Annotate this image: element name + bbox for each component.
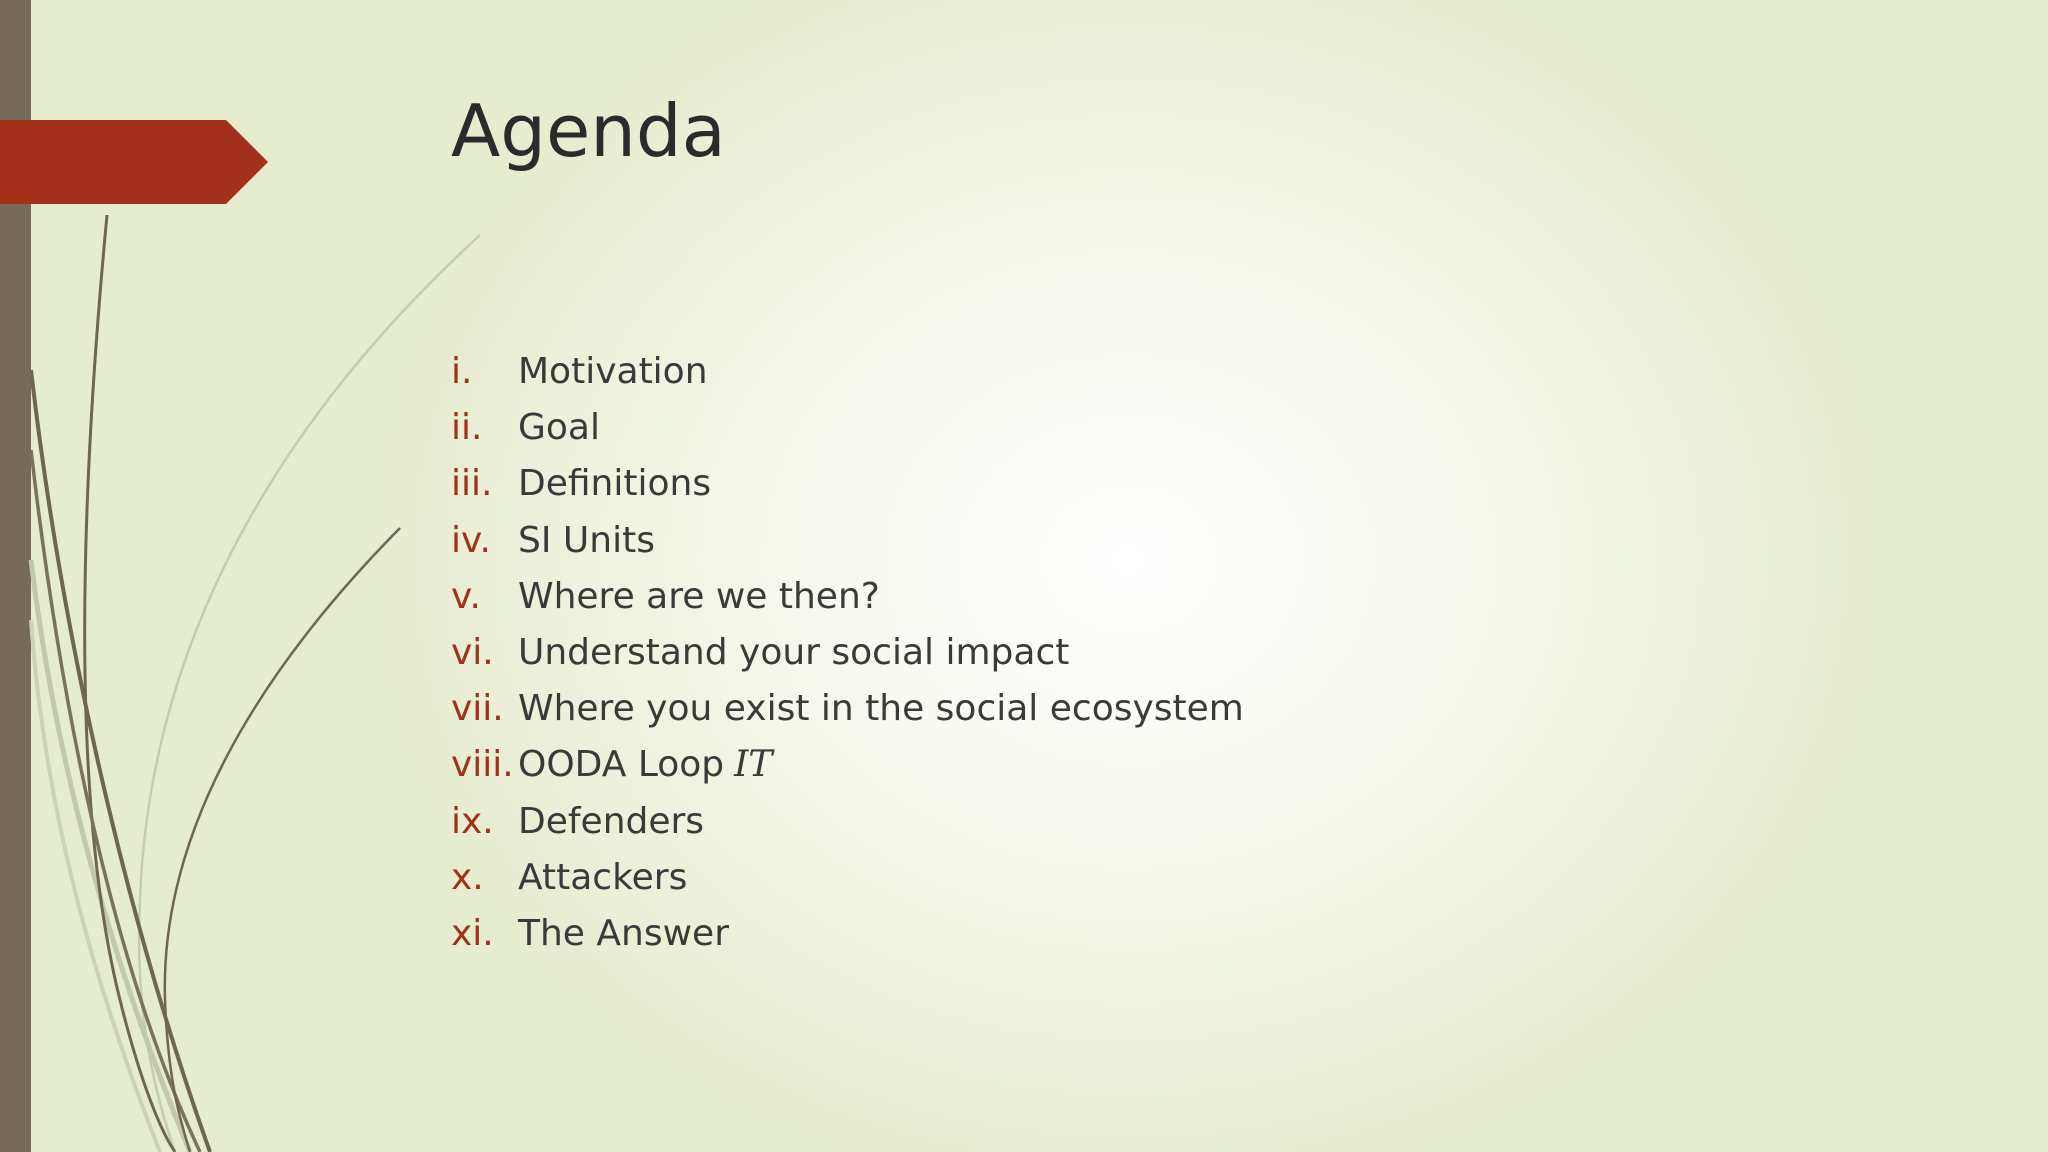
agenda-item-text: Understand your social impact [518, 631, 1070, 673]
agenda-item [451, 572, 1244, 628]
agenda-list [451, 347, 1244, 965]
agenda-item-numeral: xi. [451, 912, 494, 954]
agenda-item-numeral: vi. [451, 631, 494, 673]
agenda-item [451, 628, 1244, 684]
agenda-item-text: Where are we then? [518, 575, 880, 617]
agenda-item-numeral: iii. [451, 463, 493, 505]
agenda-item-text: SI Units [518, 519, 655, 561]
agenda-item-numeral: v. [451, 575, 481, 617]
agenda-item-text: The Answer [518, 912, 729, 954]
agenda-item-text: Definitions [518, 463, 712, 505]
agenda-item-text: Where you exist in the social ecosystem [518, 688, 1244, 730]
agenda-item [451, 403, 1244, 459]
agenda-item-numeral: iv. [451, 519, 491, 561]
agenda-item [451, 684, 1244, 740]
agenda-item [451, 740, 1244, 796]
agenda-item-emphasis: IT [734, 744, 773, 786]
agenda-item-text: Attackers [518, 856, 688, 898]
agenda-item-numeral: ii. [451, 407, 483, 449]
agenda-item-numeral: i. [451, 351, 473, 392]
agenda-item [451, 459, 1244, 515]
agenda-item-text: Motivation [518, 351, 708, 392]
title-accent-tab [0, 0, 270, 220]
agenda-item-numeral: viii. [451, 744, 514, 786]
agenda-item [451, 853, 1244, 909]
agenda-item [451, 909, 1244, 965]
agenda-item-text: Defenders [518, 800, 705, 842]
agenda-item-numeral: vii. [451, 688, 504, 730]
agenda-item-numeral: ix. [451, 800, 494, 842]
agenda-item [451, 347, 1244, 403]
agenda-item-numeral: x. [451, 856, 484, 898]
agenda-item [451, 797, 1244, 853]
slide-title: Agenda [451, 89, 726, 173]
agenda-item-text: Goal [518, 407, 600, 449]
agenda-item [451, 516, 1244, 572]
agenda-item-text: OODA Loop [518, 744, 725, 786]
